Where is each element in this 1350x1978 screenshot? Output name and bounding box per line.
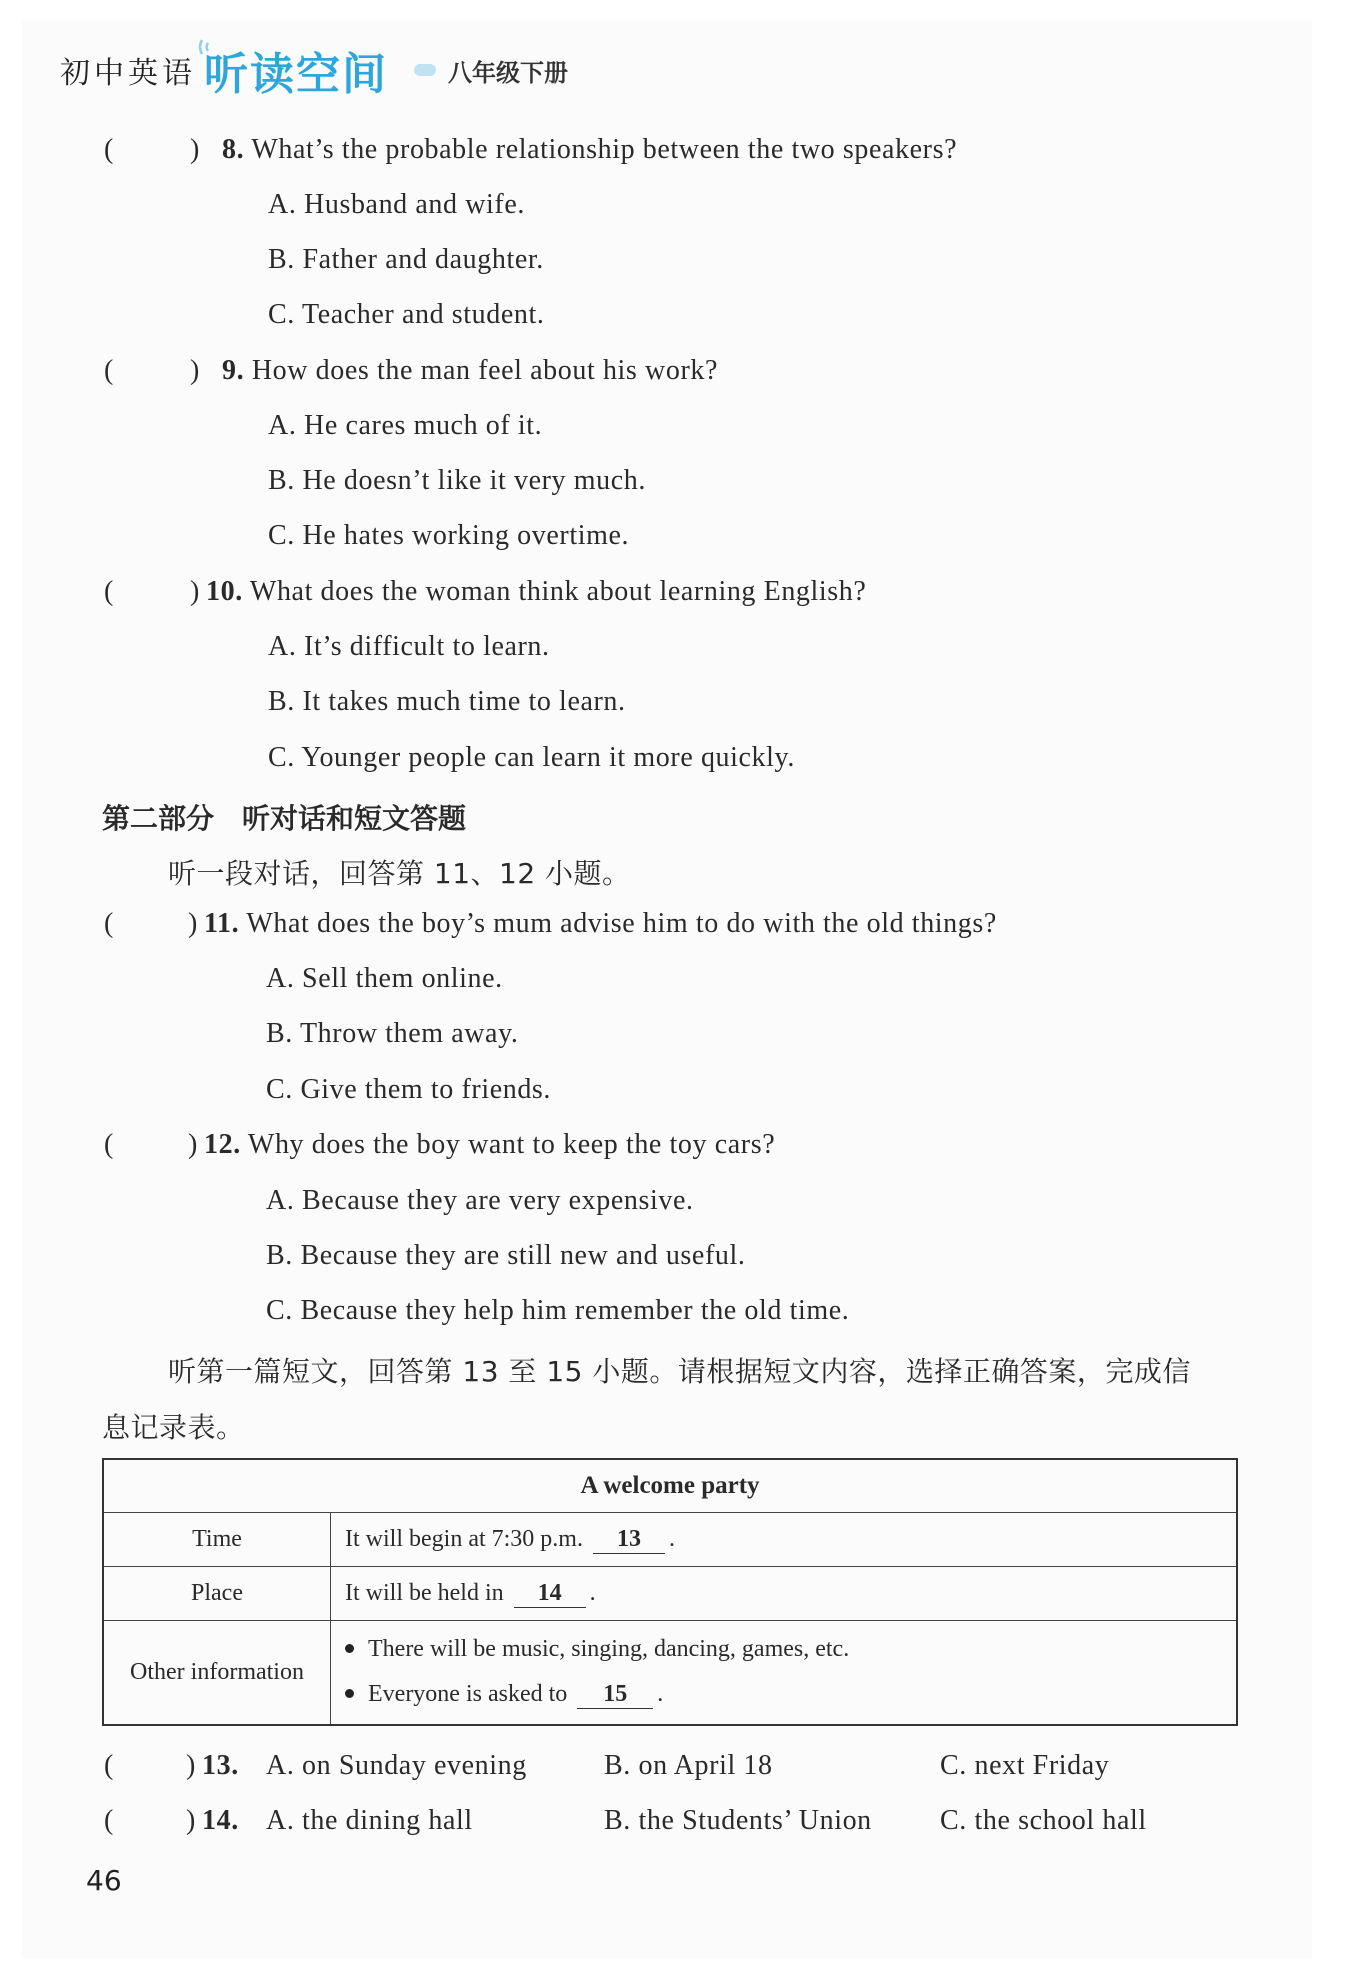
page-header xyxy=(60,40,568,100)
option-c: C. Younger people can learn it more quickly. xyxy=(268,742,795,773)
question-stem: Why does the boy want to keep the toy cars? xyxy=(247,1129,776,1160)
question-number: 9. xyxy=(222,355,245,386)
grade-label: 八年级下册 xyxy=(448,58,568,87)
brand-logo xyxy=(204,38,388,102)
option-a: A. Because they are very expensive. xyxy=(266,1185,694,1216)
blank-14[interactable]: 14 xyxy=(514,1580,586,1608)
row-label: Time xyxy=(103,1513,331,1567)
answer-paren-open: ( xyxy=(104,576,114,607)
option-c: C. next Friday xyxy=(940,1750,1110,1781)
instruction-text: 听一段对话，回答第 11、12 小题。 xyxy=(168,857,631,890)
answer-paren-close: ) xyxy=(186,1805,196,1836)
table-row xyxy=(103,1621,1237,1725)
row-suffix: . xyxy=(668,1525,675,1552)
blank-15[interactable]: 15 xyxy=(577,1681,653,1709)
instruction-text: 听第一篇短文，回答第 13 至 15 小题。请根据短文内容，选择正确答案，完成信 xyxy=(168,1355,1191,1388)
option-b: B. He doesn’t like it very much. xyxy=(268,465,646,496)
answer-paren-close: ) xyxy=(186,1750,196,1781)
option-b: B. Father and daughter. xyxy=(268,244,544,275)
page-number: 46 xyxy=(86,1864,122,1897)
instruction-text: 息记录表。 xyxy=(102,1411,245,1444)
section-heading: 第二部分 听对话和短文答题 xyxy=(102,802,467,835)
row-text: It will be held in xyxy=(345,1579,504,1606)
question-8 xyxy=(222,134,957,166)
question-12 xyxy=(204,1129,775,1161)
row-suffix: . xyxy=(657,1680,664,1707)
option-b: B. It takes much time to learn. xyxy=(268,686,626,717)
row-suffix: . xyxy=(589,1579,596,1606)
blank-13[interactable]: 13 xyxy=(593,1526,665,1554)
option-a: A. He cares much of it. xyxy=(268,410,543,441)
option-b: B. the Students’ Union xyxy=(604,1805,872,1836)
option-c: C. Give them to friends. xyxy=(266,1074,552,1105)
question-number: 8. xyxy=(222,134,245,165)
info-bullet-line xyxy=(345,1681,1222,1709)
question-number: 10. xyxy=(206,576,243,607)
answer-paren-close: ) xyxy=(188,908,198,939)
option-a: A. the dining hall xyxy=(266,1805,473,1836)
info-record-table xyxy=(102,1458,1238,1726)
info-bullet-line xyxy=(345,1636,1222,1663)
row-content xyxy=(331,1621,1238,1725)
answer-paren-open: ( xyxy=(104,1750,114,1781)
option-c: C. Teacher and student. xyxy=(268,299,545,330)
question-10 xyxy=(206,576,866,608)
row-label: Place xyxy=(103,1567,331,1621)
row-content xyxy=(331,1567,1238,1621)
option-c: C. the school hall xyxy=(940,1805,1147,1836)
question-number: 14. xyxy=(202,1805,239,1836)
answer-paren-close: ) xyxy=(190,134,200,165)
bullet-icon xyxy=(345,1689,354,1698)
question-stem: What’s the probable relationship between the two speakers? xyxy=(251,134,958,165)
question-number: 13. xyxy=(202,1750,239,1781)
ribbon-icon xyxy=(414,64,436,76)
bullet-text: Everyone is asked to xyxy=(368,1680,568,1707)
bullet-text: There will be music, singing, dancing, games, etc. xyxy=(368,1635,850,1662)
question-stem: What does the woman think about learning English? xyxy=(249,576,867,607)
question-11 xyxy=(204,908,997,940)
row-label: Other information xyxy=(103,1621,331,1725)
table-title: A welcome party xyxy=(103,1459,1237,1513)
answer-paren-close: ) xyxy=(188,1129,198,1160)
table-row xyxy=(103,1567,1237,1621)
answer-paren-open: ( xyxy=(104,1805,114,1836)
option-a: A. on Sunday evening xyxy=(266,1750,527,1781)
option-a: A. Husband and wife. xyxy=(268,189,525,220)
bullet-icon xyxy=(345,1644,354,1653)
option-b: B. Throw them away. xyxy=(266,1018,519,1049)
brand-text: 听读空间 xyxy=(204,49,388,100)
option-a: A. It’s difficult to learn. xyxy=(268,631,550,662)
answer-paren-open: ( xyxy=(104,134,114,165)
question-stem: How does the man feel about his work? xyxy=(251,355,719,386)
answer-paren-open: ( xyxy=(104,1129,114,1160)
answer-paren-close: ) xyxy=(190,355,200,386)
sound-wave-icon xyxy=(196,32,226,62)
option-c: C. He hates working overtime. xyxy=(268,520,630,551)
question-9 xyxy=(222,355,718,387)
question-number: 11. xyxy=(204,908,240,939)
answer-paren-open: ( xyxy=(104,355,114,386)
answer-paren-open: ( xyxy=(104,908,114,939)
option-b: B. on April 18 xyxy=(604,1750,773,1781)
table-row xyxy=(103,1513,1237,1567)
series-title: 初中英语 xyxy=(60,56,196,91)
row-content xyxy=(331,1513,1238,1567)
row-text: It will begin at 7:30 p.m. xyxy=(345,1525,583,1552)
option-a: A. Sell them online. xyxy=(266,963,503,994)
option-c: C. Because they help him remember the old time. xyxy=(266,1295,850,1326)
question-stem: What does the boy’s mum advise him to do with the old things? xyxy=(246,908,997,939)
question-number: 12. xyxy=(204,1129,241,1160)
answer-paren-close: ) xyxy=(190,576,200,607)
option-b: B. Because they are still new and useful. xyxy=(266,1240,746,1271)
